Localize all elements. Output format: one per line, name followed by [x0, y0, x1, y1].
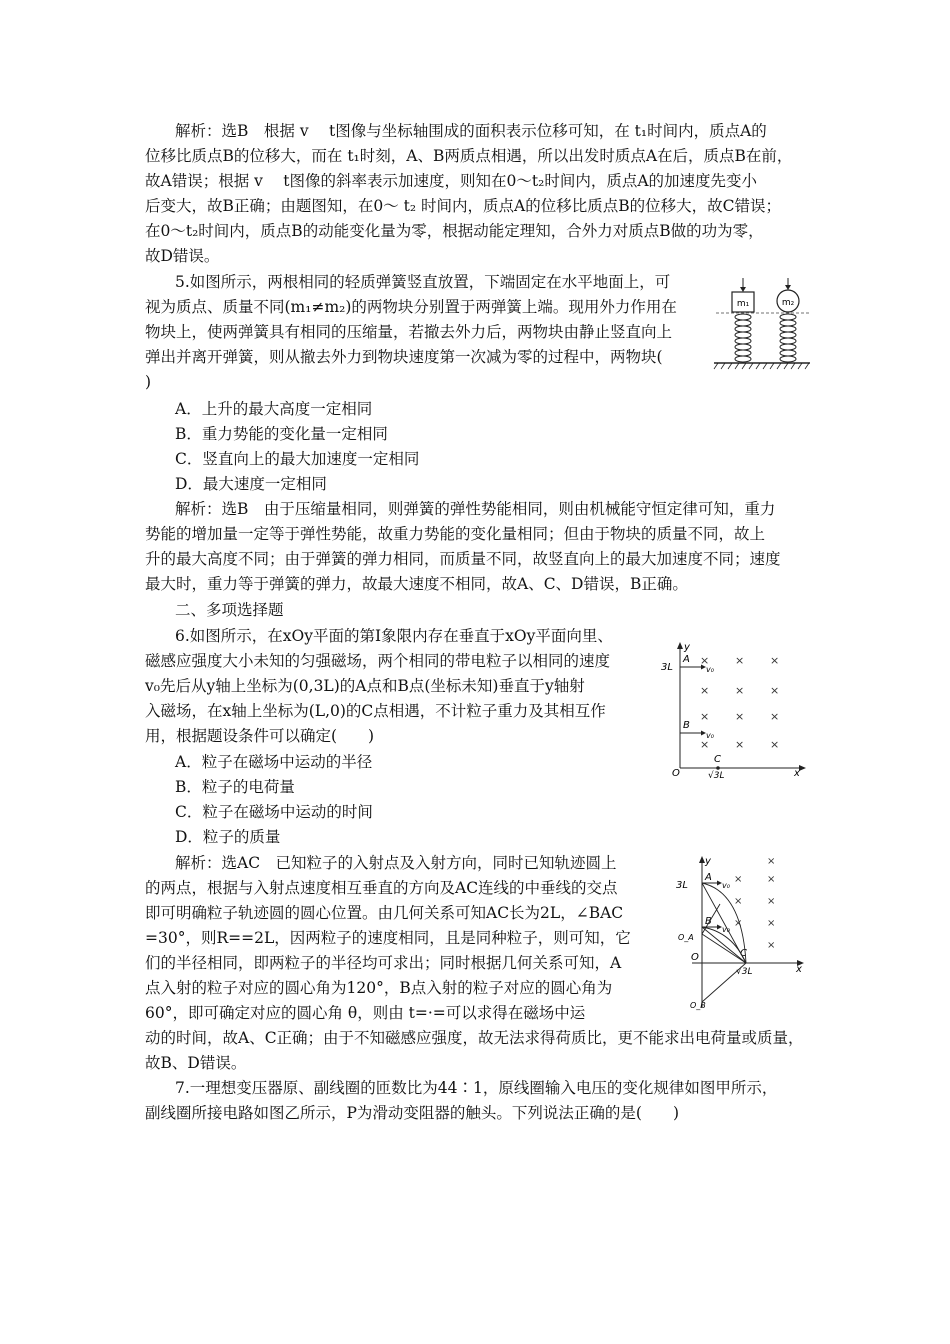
section-heading: 二、多项选择题 — [175, 601, 284, 619]
x-axis-label: x — [794, 768, 800, 778]
origin-label: O — [691, 952, 699, 963]
sqrt3l-label: √3L — [736, 967, 753, 977]
analysis-q6-line: 们的半径相同，即两粒子的半径均可求出；同时根据几何关系可知，A — [145, 954, 622, 972]
analysis-q4-line: 故D错误。 — [145, 247, 220, 265]
analysis-q5-line: 势能的增加量一定等于弹性势能，故重力势能的变化量相同；但由于物块的质量不同，故上 — [145, 525, 766, 543]
analysis-q6-line: 动的时间，故A、C正确；由于不知磁感应强度，故无法求得荷质比，更不能求出电荷量或质量， — [145, 1029, 804, 1047]
springs-figure — [712, 276, 812, 380]
option-d: D．粒子的质量 — [175, 828, 281, 846]
three-l-label: 3L — [661, 662, 673, 673]
analysis-q4-line: 后变大，故B正确；由题图知，在0～ t₂ 时间内，质点A的位移比质点B的位移大，故C错误； — [145, 197, 781, 215]
point-c-label: C — [740, 948, 747, 959]
three-l-label: 3L — [676, 880, 688, 891]
v0-label: v₀ — [706, 731, 714, 740]
sqrt3l-label: √3L — [708, 771, 725, 778]
v0-label: v₀ — [722, 925, 730, 934]
field-cross: × — [735, 738, 745, 751]
question-5-line: 5.如图所示，两根相同的轻质弹簧竖直放置，下端固定在水平地面上，可 — [175, 273, 671, 291]
option-c: C．竖直向上的最大加速度一定相同 — [175, 450, 420, 468]
question-6-line: v₀先后从y轴上坐标为(0,3L)的A点和B点(坐标未知)垂直于y轴射 — [145, 677, 585, 695]
field-cross: × — [767, 896, 776, 907]
analysis-q6-line: =30°，则R==2L，因两粒子的速度相同，且是同种粒子，则可知，它 — [145, 929, 631, 947]
field-cross: × — [770, 710, 780, 723]
center-ob-label: O_B — [690, 1001, 706, 1010]
question-5-line: 视为质点、质量不同(m₁≠m₂)的两物块分别置于两弹簧上端。现用外力作用在 — [145, 298, 677, 316]
origin-label: O — [672, 768, 680, 778]
field-cross: × — [770, 684, 780, 697]
analysis-q4-line: 解析：选B 根据 v t图像与坐标轴围成的面积表示位移可知，在 t₁时间内，质点A的 — [175, 122, 767, 140]
y-axis-label: y — [705, 856, 711, 867]
m1-label: m₁ — [736, 299, 750, 309]
analysis-q5-line: 升的最大高度不同；由于弹簧的弹力相同，而质量不同，故竖直向上的最大加速度不同；速度 — [145, 550, 781, 568]
analysis-q4-line: 位移比质点B的位移大，而在 t₁时刻，A、B两质点相遇，所以出发时质点A在后，质点B在前， — [145, 147, 793, 165]
analysis-q4-line: 在0～t₂时间内，质点B的动能变化量为零，根据动能定理知，合外力对质点B做的功为零， — [145, 222, 764, 240]
x-axis-label: x — [796, 964, 802, 975]
field-cross: × — [735, 654, 745, 667]
field-cross: × — [700, 738, 710, 751]
analysis-q6-line: 60°，即可确定对应的圆心角 θ，则由 t=·=可以求得在磁场中运 — [145, 1004, 586, 1022]
m2-label: m₂ — [781, 298, 795, 308]
solution-figure — [672, 852, 812, 1016]
question-6-line: 入磁场，在x轴上坐标为(L,0)的C点相遇，不计粒子重力及其相互作 — [145, 702, 606, 720]
question-5-line: 物块上，使两弹簧具有相同的压缩量，若撤去外力后，两物块由静止竖直向上 — [145, 323, 673, 341]
field-cross: × — [735, 684, 745, 697]
point-b-label: B — [705, 916, 712, 927]
point-b-label: B — [683, 720, 690, 731]
option-a: A．上升的最大高度一定相同 — [175, 400, 373, 418]
field-cross: × — [767, 856, 776, 867]
v0-label: v₀ — [722, 881, 730, 890]
option-a: A．粒子在磁场中运动的半径 — [175, 753, 373, 771]
field-cross: × — [700, 684, 710, 697]
field-cross: × — [770, 654, 780, 667]
question-6-line: 磁感应强度大小未知的匀强磁场，两个相同的带电粒子以相同的速度 — [145, 652, 611, 670]
field-cross: × — [734, 874, 743, 885]
field-cross: × — [767, 940, 776, 951]
analysis-q6-line: 即可明确粒子轨迹圆的圆心位置。由几何关系可知AC长为2L，∠BAC — [145, 904, 624, 922]
option-b: B．粒子的电荷量 — [175, 778, 295, 796]
point-a-label: A — [683, 654, 690, 665]
question-7-line: 副线圈所接电路如图乙所示，P为滑动变阻器的触头。下列说法正确的是( ) — [145, 1104, 680, 1122]
question-6-line: 用，根据题设条件可以确定( ) — [145, 727, 375, 745]
field-cross: × — [767, 874, 776, 885]
analysis-q5-line: 最大时，重力等于弹簧的弹力，故最大速度不相同，故A、C、D错误，B正确。 — [145, 575, 688, 593]
analysis-q4-line: 故A错误；根据 v t图像的斜率表示加速度，则知在0～t₂时间内，质点A的加速度先变小 — [145, 172, 758, 190]
field-cross: × — [767, 918, 776, 929]
v0-label: v₀ — [706, 665, 714, 674]
field-cross: × — [700, 654, 710, 667]
y-axis-label: y — [684, 642, 690, 653]
field-cross: × — [770, 738, 780, 751]
option-d: D．最大速度一定相同 — [175, 475, 327, 493]
field-cross: × — [734, 918, 743, 929]
center-oa-label: O_A — [678, 933, 694, 942]
field-figure — [660, 638, 810, 782]
question-5-line: 弹出并离开弹簧，则从撤去外力到物块速度第一次减为零的过程中，两物块( — [145, 348, 663, 366]
question-5-line: ) — [145, 373, 152, 391]
field-cross: × — [735, 710, 745, 723]
analysis-q6-line: 故B、D错误。 — [145, 1054, 247, 1072]
point-a-label: A — [705, 872, 712, 883]
analysis-q6-line: 点入射的粒子对应的圆心角为120°，B点入射的粒子对应的圆心角为 — [145, 979, 613, 997]
option-b: B．重力势能的变化量一定相同 — [175, 425, 388, 443]
analysis-q5-line: 解析：选B 由于压缩量相同，则弹簧的弹性势能相同，则由机械能守恒定律可知，重力 — [175, 500, 776, 518]
question-6-line: 6.如图所示，在xOy平面的第Ⅰ象限内存在垂直于xOy平面向里、 — [175, 627, 613, 645]
point-c-label: C — [714, 754, 721, 765]
option-c: C．粒子在磁场中运动的时间 — [175, 803, 373, 821]
question-7-line: 7.一理想变压器原、副线圈的匝数比为44∶1，原线圈输入电压的变化规律如图甲所示， — [175, 1079, 778, 1097]
field-cross: × — [734, 896, 743, 907]
analysis-q6-line: 解析：选AC 已知粒子的入射点及入射方向，同时已知轨迹圆上 — [175, 854, 617, 872]
field-cross: × — [700, 710, 710, 723]
analysis-q6-line: 的两点，根据与入射点速度相互垂直的方向及AC连线的中垂线的交点 — [145, 879, 618, 897]
